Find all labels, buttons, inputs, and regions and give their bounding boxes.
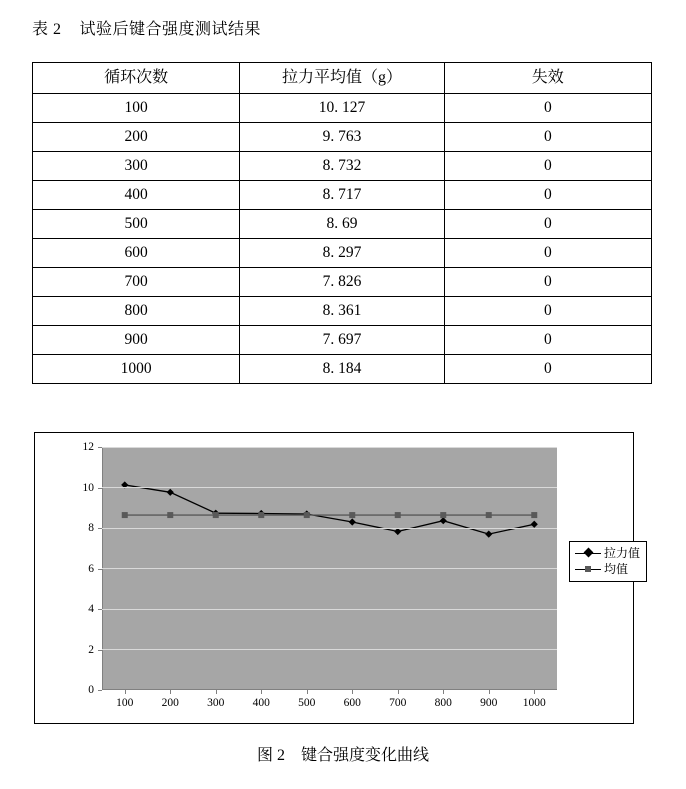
chart-point-diamond	[167, 489, 174, 496]
chart-legend	[569, 541, 647, 582]
chart-x-tick-label: 800	[434, 697, 452, 709]
table-row	[33, 123, 652, 152]
cell-failures: 0	[444, 181, 651, 210]
table-header-cycles: 循环次数	[33, 63, 240, 94]
table-row	[33, 152, 652, 181]
cell-failures: 0	[444, 94, 651, 123]
table-header-row	[33, 63, 652, 94]
chart-point-square	[349, 512, 355, 518]
chart-gridline	[102, 528, 557, 529]
chart-point-square	[167, 512, 173, 518]
chart-x-tick-label: 1000	[522, 697, 546, 709]
chart-y-tickmark	[98, 609, 102, 610]
chart-point-diamond	[485, 531, 492, 538]
cell-failures: 0	[444, 210, 651, 239]
chart-x-tick-label: 200	[161, 697, 179, 709]
chart-point-square	[258, 512, 264, 518]
table-row	[33, 297, 652, 326]
cell-cycles: 600	[33, 239, 240, 268]
chart-plot-area	[102, 447, 557, 690]
chart-point-square	[304, 512, 310, 518]
chart-gridline	[102, 609, 557, 610]
chart-x-tickmark	[216, 690, 217, 694]
bond-strength-chart	[34, 432, 641, 724]
chart-x-tickmark	[261, 690, 262, 694]
chart-point-square	[213, 512, 219, 518]
table-caption: 表 2 试验后键合强度测试结果	[32, 21, 262, 38]
chart-y-tick-label: 10	[82, 481, 94, 494]
chart-y-tickmark	[98, 488, 102, 489]
cell-average-force: 8. 361	[240, 297, 444, 326]
legend-item-series-1	[575, 561, 640, 577]
chart-y-tick-label: 2	[88, 643, 94, 656]
cell-average-force: 10. 127	[240, 94, 444, 123]
table-row	[33, 210, 652, 239]
cell-average-force: 7. 697	[240, 326, 444, 355]
chart-point-diamond	[440, 517, 447, 524]
cell-failures: 0	[444, 326, 651, 355]
diamond-marker-icon	[575, 547, 601, 559]
chart-y-tick-label: 4	[88, 603, 94, 615]
cell-failures: 0	[444, 268, 651, 297]
table-row	[33, 268, 652, 297]
chart-point-square	[440, 512, 446, 518]
cell-average-force: 8. 297	[240, 239, 444, 268]
cell-cycles: 700	[33, 268, 240, 297]
table-row	[33, 355, 652, 384]
cell-cycles: 800	[33, 297, 240, 326]
chart-x-tickmark	[443, 690, 444, 694]
chart-x-tickmark	[170, 690, 171, 694]
chart-point-square	[531, 512, 537, 518]
cell-cycles: 1000	[33, 355, 240, 384]
cell-cycles: 300	[33, 152, 240, 181]
chart-x-tick-label: 600	[343, 697, 361, 709]
chart-y-tick-label: 0	[88, 684, 94, 696]
table-header-failures: 失效	[444, 63, 651, 94]
chart-y-tick-label: 12	[82, 441, 94, 453]
table-row	[33, 326, 652, 355]
bond-strength-table	[32, 62, 652, 384]
chart-point-diamond	[349, 518, 356, 525]
chart-y-tick-label: 8	[88, 522, 94, 534]
cell-cycles: 100	[33, 94, 240, 123]
chart-y-tickmark	[98, 528, 102, 529]
cell-average-force: 8. 69	[240, 210, 444, 239]
chart-x-tick-label: 400	[252, 697, 270, 709]
chart-point-diamond	[394, 528, 401, 535]
cell-cycles: 200	[33, 123, 240, 152]
cell-failures: 0	[444, 355, 651, 384]
chart-x-tickmark	[489, 690, 490, 694]
chart-x-tick-label: 100	[116, 697, 134, 709]
chart-x-tickmark	[534, 690, 535, 694]
table-row	[33, 239, 652, 268]
figure-caption: 图 2 键合强度变化曲线	[256, 747, 429, 764]
chart-x-tickmark	[398, 690, 399, 694]
legend-item-series-0	[575, 545, 640, 561]
chart-x-tick-label: 700	[389, 697, 407, 709]
chart-point-square	[122, 512, 128, 518]
chart-x-tick-label: 900	[480, 697, 498, 709]
cell-cycles: 900	[33, 326, 240, 355]
chart-y-tickmark	[98, 569, 102, 570]
table-header-average-force: 拉力平均值（g）	[240, 63, 444, 94]
chart-gridline	[102, 487, 557, 488]
cell-average-force: 8. 732	[240, 152, 444, 181]
cell-average-force: 7. 826	[240, 268, 444, 297]
cell-failures: 0	[444, 297, 651, 326]
cell-average-force: 9. 763	[240, 123, 444, 152]
chart-x-tick-label: 300	[207, 697, 225, 709]
square-marker-icon	[575, 563, 601, 575]
cell-average-force: 8. 184	[240, 355, 444, 384]
chart-gridline	[102, 447, 557, 448]
legend-label-series-1: 均值	[604, 562, 629, 576]
table-row	[33, 181, 652, 210]
cell-failures: 0	[444, 123, 651, 152]
chart-point-square	[395, 512, 401, 518]
chart-x-tick-label: 500	[298, 697, 316, 709]
chart-y-tick-label: 6	[88, 562, 94, 575]
chart-y-tickmark	[98, 690, 102, 691]
table-row	[33, 94, 652, 123]
chart-y-tickmark	[98, 447, 102, 448]
chart-x-tickmark	[352, 690, 353, 694]
cell-average-force: 8. 717	[240, 181, 444, 210]
legend-label-series-0: 拉力值	[604, 546, 641, 560]
chart-point-square	[486, 512, 492, 518]
cell-failures: 0	[444, 239, 651, 268]
chart-x-tickmark	[125, 690, 126, 694]
chart-y-tickmark	[98, 650, 102, 651]
cell-cycles: 500	[33, 210, 240, 239]
cell-cycles: 400	[33, 181, 240, 210]
chart-x-tickmark	[307, 690, 308, 694]
chart-gridline	[102, 568, 557, 569]
cell-failures: 0	[444, 152, 651, 181]
chart-gridline	[102, 649, 557, 650]
